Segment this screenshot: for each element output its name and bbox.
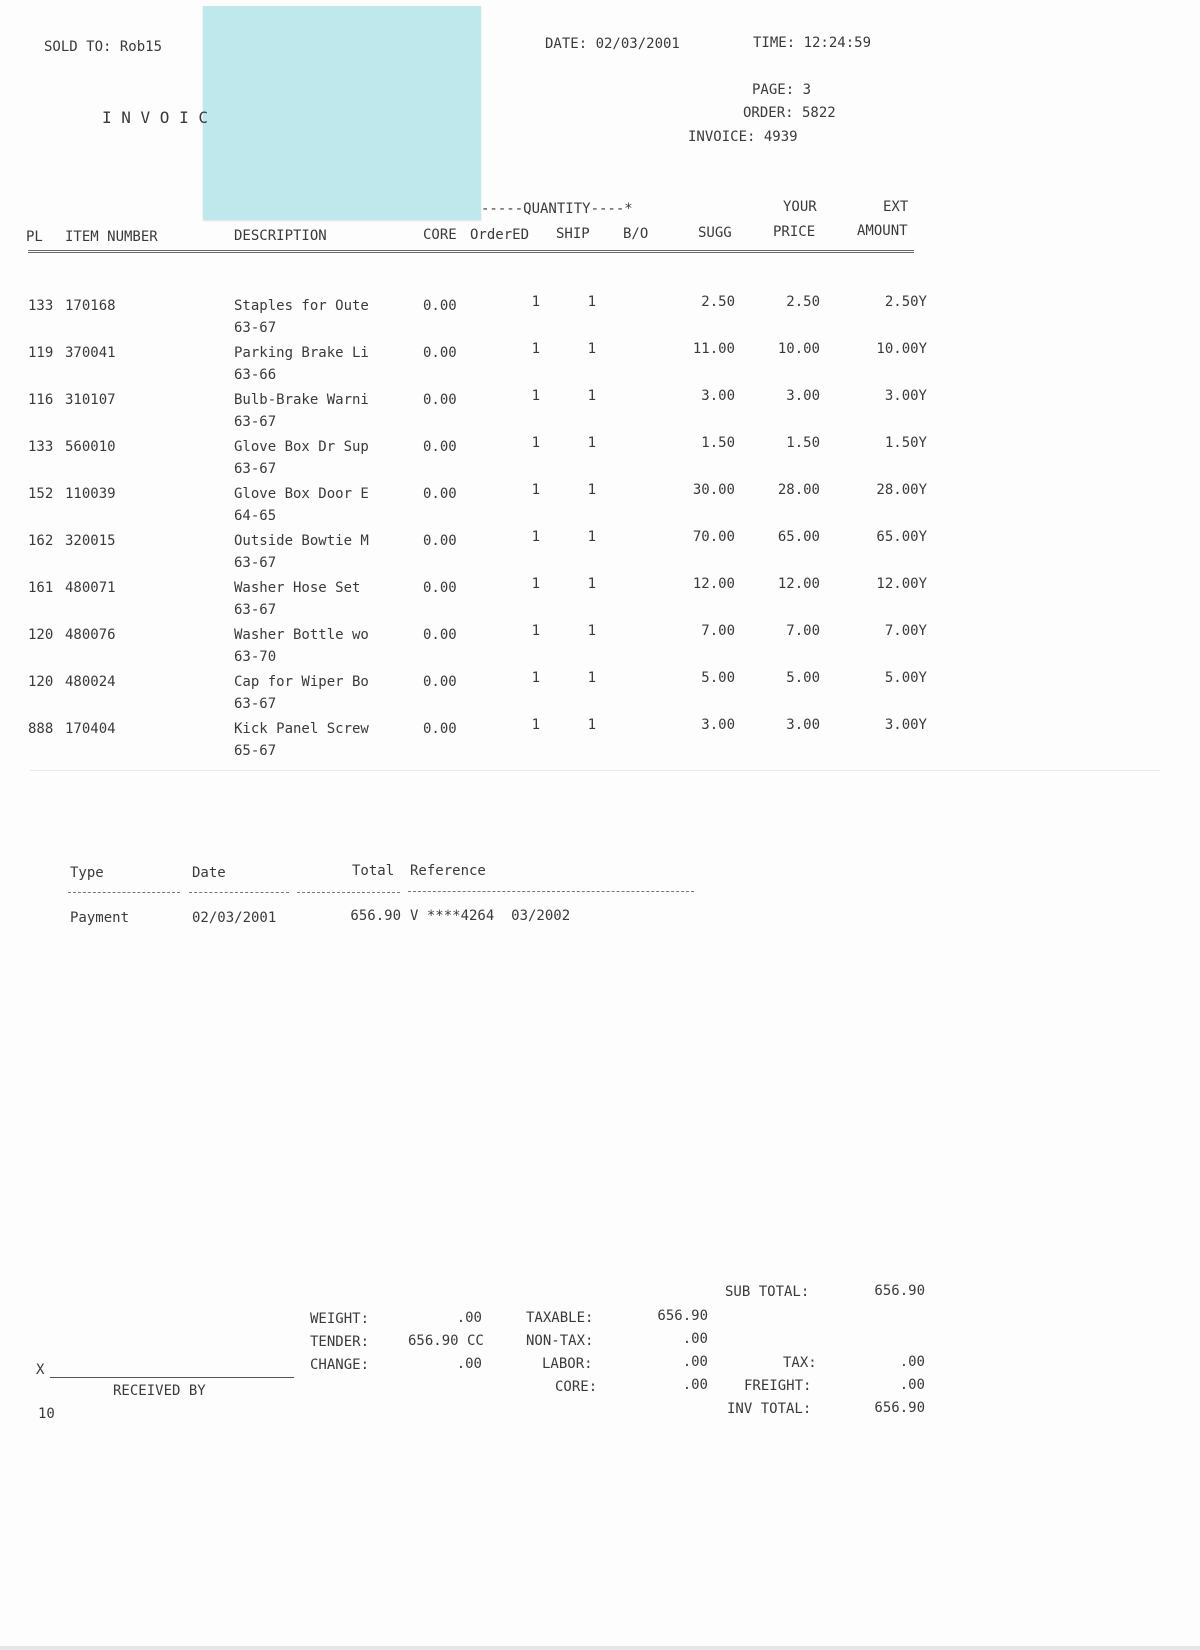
item-your-price: 28.00 [777, 482, 820, 498]
ship-header: SHIP [556, 226, 590, 242]
taxable-label: TAXABLE: [526, 1310, 594, 1326]
item-core: 0.00 [423, 721, 457, 737]
item-ordered-qty: 1 [531, 435, 540, 451]
item-your-price: 10.00 [777, 341, 820, 357]
subtotal-label: SUB TOTAL: [725, 1284, 810, 1300]
item-years: 64-65 [234, 508, 277, 524]
item-description: Glove Box Dr Sup [234, 439, 369, 455]
payment-total-header: Total [352, 863, 395, 879]
tax-label: TAX: [783, 1355, 817, 1371]
item-number: 170404 [65, 721, 116, 737]
item-sugg-price: 3.00 [701, 717, 735, 733]
item-ship-qty: 1 [587, 529, 596, 545]
item-ext-amount: 5.00Y [884, 670, 927, 686]
freight-value: .00 [899, 1377, 925, 1393]
item-ext-amount: 28.00Y [876, 482, 927, 498]
item-number: 310107 [65, 392, 116, 408]
page-title: I N V O I C [102, 108, 208, 127]
item-pl: 161 [28, 580, 54, 596]
item-description: Kick Panel Screw [234, 721, 369, 737]
item-ordered-qty: 1 [531, 529, 540, 545]
page-edge [0, 1646, 1200, 1650]
item-ship-qty: 1 [587, 388, 596, 404]
item-pl: 119 [28, 345, 54, 361]
item-ship-qty: 1 [587, 623, 596, 639]
item-your-price: 3.00 [786, 717, 820, 733]
item-your-price: 5.00 [786, 670, 820, 686]
item-pl: 162 [28, 533, 54, 549]
payment-divider [189, 892, 289, 893]
item-description: Staples for Oute [234, 298, 369, 314]
weight-label: WEIGHT: [310, 1311, 370, 1327]
ordered-header: OrderED [470, 227, 530, 243]
header-divider [28, 250, 914, 253]
item-ship-qty: 1 [587, 576, 596, 592]
nontax-label: NON-TAX: [526, 1333, 594, 1349]
signature-x: X [36, 1362, 45, 1378]
item-your-price: 65.00 [777, 529, 820, 545]
core-total-value: .00 [682, 1377, 708, 1393]
payment-divider [68, 892, 180, 893]
item-description: Washer Hose Set [234, 580, 361, 596]
change-label: CHANGE: [310, 1357, 370, 1373]
item-core: 0.00 [423, 533, 457, 549]
item-core: 0.00 [423, 627, 457, 643]
item-description: Glove Box Door E [234, 486, 369, 502]
signature-line [50, 1377, 294, 1378]
item-pl: 888 [28, 721, 54, 737]
item-number: 110039 [65, 486, 116, 502]
item-ext-amount: 7.00Y [884, 623, 927, 639]
invoice-date: DATE: 02/03/2001 [545, 36, 680, 52]
item-pl: 120 [28, 674, 54, 690]
item-sugg-price: 5.00 [701, 670, 735, 686]
nontax-value: .00 [682, 1331, 708, 1347]
item-sugg-price: 7.00 [701, 623, 735, 639]
item-your-price: 1.50 [786, 435, 820, 451]
amount-header: AMOUNT [857, 223, 908, 239]
item-core: 0.00 [423, 298, 457, 314]
price-header: PRICE [773, 224, 816, 240]
item-number-header: ITEM NUMBER [65, 229, 158, 245]
item-sugg-price: 30.00 [692, 482, 735, 498]
item-ship-qty: 1 [587, 670, 596, 686]
item-sugg-price: 12.00 [692, 576, 735, 592]
tender-label: TENDER: [310, 1334, 370, 1350]
payment-type-header: Type [70, 865, 104, 881]
item-sugg-price: 3.00 [701, 388, 735, 404]
item-sugg-price: 11.00 [692, 341, 735, 357]
item-ordered-qty: 1 [531, 670, 540, 686]
payment-reference-header: Reference [410, 863, 486, 879]
taxable-value: 656.90 [657, 1308, 708, 1324]
order-number: ORDER: 5822 [743, 105, 836, 121]
item-pl: 133 [28, 439, 54, 455]
item-ext-amount: 3.00Y [884, 388, 927, 404]
weight-value: .00 [456, 1310, 482, 1326]
item-years: 63-67 [234, 320, 277, 336]
item-core: 0.00 [423, 486, 457, 502]
item-ship-qty: 1 [587, 294, 596, 310]
item-pl: 152 [28, 486, 54, 502]
item-years: 63-67 [234, 461, 277, 477]
item-your-price: 7.00 [786, 623, 820, 639]
invtotal-value: 656.90 [874, 1400, 925, 1416]
sheet-number: 10 [38, 1406, 55, 1422]
sugg-header: SUGG [698, 225, 732, 241]
change-value: .00 [456, 1356, 482, 1372]
subtotal-value: 656.90 [874, 1283, 925, 1299]
item-ext-amount: 2.50Y [884, 294, 927, 310]
item-pl: 116 [28, 392, 54, 408]
item-ext-amount: 65.00Y [876, 529, 927, 545]
your-header: YOUR [783, 199, 817, 215]
description-header: DESCRIPTION [234, 228, 327, 244]
payment-date: 02/03/2001 [192, 910, 277, 926]
item-description: Outside Bowtie M [234, 533, 369, 549]
item-ordered-qty: 1 [531, 388, 540, 404]
payment-reference: V ****4264 03/2002 [410, 908, 571, 924]
core-total-label: CORE: [555, 1379, 598, 1395]
scan-artifact [30, 770, 1160, 771]
item-ordered-qty: 1 [531, 576, 540, 592]
item-ordered-qty: 1 [531, 294, 540, 310]
item-core: 0.00 [423, 345, 457, 361]
freight-label: FREIGHT: [744, 1378, 812, 1394]
item-years: 63-67 [234, 602, 277, 618]
item-years: 63-67 [234, 696, 277, 712]
item-ordered-qty: 1 [531, 482, 540, 498]
page-number: PAGE: 3 [752, 82, 812, 98]
item-sugg-price: 70.00 [692, 529, 735, 545]
sticky-note [203, 6, 481, 220]
item-number: 480024 [65, 674, 116, 690]
item-pl: 120 [28, 627, 54, 643]
item-number: 480076 [65, 627, 116, 643]
item-description: Cap for Wiper Bo [234, 674, 369, 690]
item-your-price: 12.00 [777, 576, 820, 592]
invoice-time: TIME: 12:24:59 [753, 35, 872, 51]
invoice-number: INVOICE: 4939 [688, 129, 798, 145]
core-header: CORE [423, 227, 457, 243]
item-sugg-price: 2.50 [701, 294, 735, 310]
item-ordered-qty: 1 [531, 717, 540, 733]
item-your-price: 3.00 [786, 388, 820, 404]
item-ext-amount: 3.00Y [884, 717, 927, 733]
item-sugg-price: 1.50 [701, 435, 735, 451]
payment-type: Payment [70, 910, 130, 926]
item-ship-qty: 1 [587, 482, 596, 498]
tender-value: 656.90 CC [408, 1333, 484, 1349]
item-ship-qty: 1 [587, 435, 596, 451]
item-ext-amount: 1.50Y [884, 435, 927, 451]
item-ext-amount: 10.00Y [876, 341, 927, 357]
labor-value: .00 [682, 1354, 708, 1370]
item-years: 63-70 [234, 649, 277, 665]
item-description: Parking Brake Li [234, 345, 369, 361]
item-core: 0.00 [423, 674, 457, 690]
received-by-label: RECEIVED BY [113, 1383, 206, 1399]
item-core: 0.00 [423, 439, 457, 455]
invtotal-label: INV TOTAL: [727, 1401, 812, 1417]
item-number: 560010 [65, 439, 116, 455]
payment-total: 656.90 [350, 908, 401, 924]
item-number: 320015 [65, 533, 116, 549]
item-years: 65-67 [234, 743, 277, 759]
item-ext-amount: 12.00Y [876, 576, 927, 592]
payment-date-header: Date [192, 865, 226, 881]
item-years: 63-66 [234, 367, 277, 383]
item-pl: 133 [28, 298, 54, 314]
item-number: 170168 [65, 298, 116, 314]
item-years: 63-67 [234, 414, 277, 430]
labor-label: LABOR: [542, 1356, 593, 1372]
item-number: 370041 [65, 345, 116, 361]
item-ship-qty: 1 [587, 717, 596, 733]
pl-header: PL [26, 229, 43, 245]
item-ordered-qty: 1 [531, 341, 540, 357]
item-core: 0.00 [423, 580, 457, 596]
item-description: Washer Bottle wo [234, 627, 369, 643]
item-your-price: 2.50 [786, 294, 820, 310]
payment-divider [408, 891, 694, 892]
item-years: 63-67 [234, 555, 277, 571]
payment-divider [297, 892, 400, 893]
item-ordered-qty: 1 [531, 623, 540, 639]
item-core: 0.00 [423, 392, 457, 408]
tax-value: .00 [899, 1354, 925, 1370]
sold-to: SOLD TO: Rob15 [44, 39, 163, 55]
quantity-group-header: -----QUANTITY----* [481, 201, 633, 217]
ext-header: EXT [883, 199, 909, 215]
item-ship-qty: 1 [587, 341, 596, 357]
bo-header: B/O [623, 226, 649, 242]
item-description: Bulb-Brake Warni [234, 392, 369, 408]
item-number: 480071 [65, 580, 116, 596]
